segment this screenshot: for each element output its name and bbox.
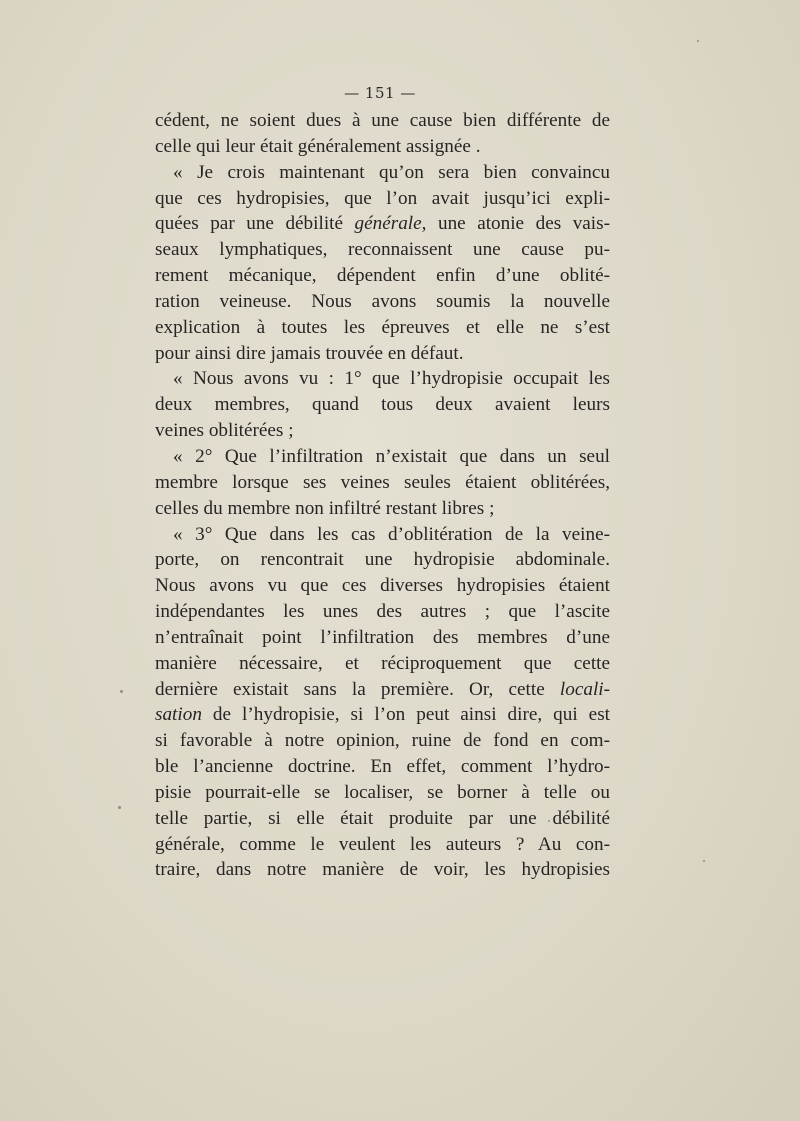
- text-line: générale, comme le veulent les auteurs ? Au con-: [155, 833, 610, 855]
- text-line: « Nous avons vu : 1° que l’hydropisie occupait les: [173, 368, 610, 390]
- paper-speck: [120, 690, 123, 693]
- text-line: n’entraînait point l’infiltration des membres d’une: [155, 626, 610, 648]
- italic-word: générale: [354, 213, 422, 235]
- text-line: « 2° Que l’infiltration n’existait que dans un seul: [173, 445, 610, 467]
- paper-speck: [118, 806, 121, 809]
- text-line: ble l’ancienne doctrine. En effet, comment l’hydro-: [155, 756, 610, 778]
- text-line: pisie pourrait-elle se localiser, se borner à telle ou: [155, 781, 610, 803]
- text-line: celles du membre non infiltré restant libres ;: [155, 497, 495, 519]
- text-line: traire, dans notre manière de voir, les hydropisies: [155, 859, 610, 881]
- text-line: indépendantes les unes des autres ; que l’ascite: [155, 601, 610, 623]
- text-line: manière nécessaire, et réciproquement que cette: [155, 652, 610, 674]
- text-line: porte, on rencontrait une hydropisie abdominale.: [155, 549, 610, 571]
- text-line: « Je crois maintenant qu’on sera bien convaincu: [173, 161, 610, 183]
- text-line: sation de l’hydropisie, si l’on peut ainsi dire, qui est: [155, 704, 610, 726]
- text-line: dernière existait sans la première. Or, cette locali-: [155, 678, 610, 700]
- text-line: telle partie, si elle était produite par une débilité: [155, 807, 610, 829]
- text-line: celle qui leur était généralement assignée .: [155, 135, 481, 157]
- paper-speck: [703, 860, 705, 862]
- text-line: pour ainsi dire jamais trouvée en défaut.: [155, 342, 464, 364]
- body-text: [155, 108, 610, 883]
- text-line: quées par une débilité générale, une atonie des vais-: [155, 213, 610, 235]
- text-line: veines oblitérées ;: [155, 420, 294, 442]
- text-line: seaux lymphatiques, reconnaissent une cause pu-: [155, 239, 610, 261]
- text-line: « 3° Que dans les cas d’oblitération de la veine-: [173, 523, 610, 545]
- text-line: cédent, ne soient dues à une cause bien différente de: [155, 110, 610, 131]
- text-line: deux membres, quand tous deux avaient leurs: [155, 394, 610, 416]
- text-line: Nous avons vu que ces diverses hydropisies étaient: [155, 575, 610, 597]
- italic-word: locali-: [559, 678, 610, 700]
- text-line: membre lorsque ses veines seules étaient oblitérées,: [155, 471, 610, 493]
- paper-speck: [548, 820, 550, 822]
- text-line: explication à toutes les épreuves et elle ne s’est: [155, 316, 610, 338]
- text-line: rement mécanique, dépendent enfin d’une oblité-: [155, 265, 610, 287]
- paper-speck: [697, 40, 699, 42]
- page-number: — 151 —: [344, 84, 416, 102]
- text-line: si favorable à notre opinion, ruine de fond en com-: [155, 730, 610, 752]
- text-line: que ces hydropisies, que l’on avait jusqu’ici expli-: [155, 187, 610, 209]
- text-line: ration veineuse. Nous avons soumis la nouvelle: [155, 290, 610, 312]
- italic-word: sation: [155, 704, 202, 726]
